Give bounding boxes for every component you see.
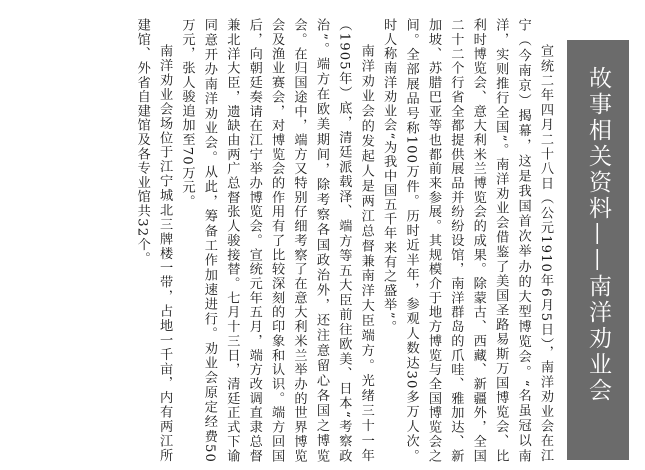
page-title: 故事相关资料——南洋劝业会 <box>585 66 611 404</box>
paragraph-1: 宣统二年四月二十八日（公元1910年6月5日），南洋劝业会在江宁（今南京）揭幕，这是我国首次举办的大型博览会。“名虽冠以南洋，实则推行全国”。南洋劝业会借鉴了美国圣路易斯万国博览会、比利时博览会、意大利米兰博览会的成果。除蒙古、西藏、新疆外，全国二十二个行省全都提供展品并纷纷设馆，南洋群岛的爪哇、雅加达、新加坡、苏腊巴亚等也都前来参展。其规模介于地方博览与全国博览会之间。全部展品号称100万件。历时近半年，参观人数达30多万人次。时人称南洋劝业会“为我中国五千年来有之盛举”。 <box>381 18 553 463</box>
article-body <box>8 18 556 463</box>
paragraph-3: 南洋劝业会场位于江宁城北三牌楼一带，占地一千亩，内有两江所建馆、外省自建馆及各专业馆共32个。 <box>134 18 173 463</box>
paragraph-2: 南洋劝业会的发起人是两江总督兼南洋大臣端方。光绪三十一年（1905年）底，清廷派载泽、端方等五大臣前往欧美、日本“考察政治”。端方在欧美期间，除考察各国政治外，还注意留心各国之博览会。在归国途中，端方又特别仔细考察了在意大利米兰举办的世界博览会及渔业赛会，对博览会的作用有了比较深刻的印象和认识。端方回国后，向朝廷奏请在江宁举办博览会。宣统元年五月，端方改调直隶总督兼北洋大臣，遗缺由两广总督张人骏接替。七月十三日，清廷正式下谕同意开办南洋劝业会。从此，筹备工作加速进行。劝业会原定经费50万元，张人骏追加至70万元。 <box>179 18 374 463</box>
title-banner <box>567 40 629 460</box>
